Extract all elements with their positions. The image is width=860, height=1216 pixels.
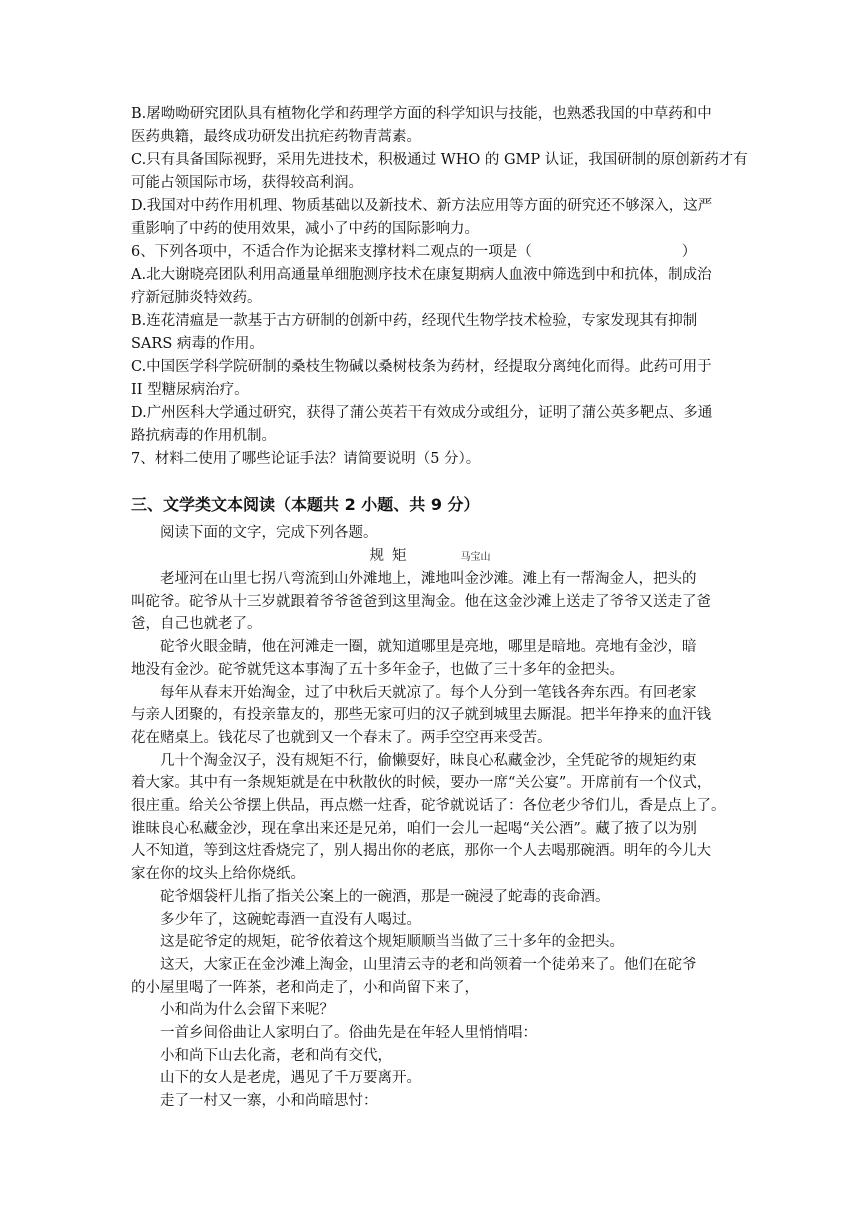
section3-heading: 三、文学类文本阅读（本题共 2 小题、共 9 分）: [131, 495, 480, 514]
section3-instruction: 阅读下面的文字，完成下列各题。: [160, 525, 378, 541]
story-author: 马宝山: [460, 552, 491, 563]
story-line: 爸，自己也就老了。: [131, 616, 262, 633]
q6-option-c-line1: C.中国医学科学院研制的桑枝生物碱以桑树枝条为药材，经提取分离纯化而得。此药可用于: [131, 359, 712, 375]
q6-option-a-line1: A.北大谢晓亮团队利用高通量单细胞测序技术在康复期病人血液中筛选到中和抗体，制成治: [131, 267, 712, 283]
story-line: 谁昧良心私藏金沙，现在拿出来还是兄弟，咱们一会儿一起喝“关公酒”。藏了掖了以为别: [131, 820, 697, 837]
story-line: 人不知道，等到这炷香烧完了，别人揭出你的老底，那你一个人去喝那碗酒。明年的今儿大: [131, 843, 711, 860]
story-line: 地没有金沙。砣爷就凭这本事淘了五十多年金子，也做了三十多年的金把头。: [131, 661, 624, 678]
story-line: 的小屋里喝了一阵茶，老和尚走了，小和尚留下来了，: [131, 979, 479, 996]
q5-option-c-line2: 可能占领国际市场，获得较高利润。: [131, 175, 363, 191]
story-line: 叫砣爷。砣爷从十三岁就跟着爷爷爸爸到这里淘金。他在这金沙滩上送走了爷爷又送走了爸: [131, 593, 711, 610]
q5-option-d-line1: D.我国对中药作用机理、物质基础以及新技术、新方法应用等方面的研究还不够深入，这严: [131, 198, 713, 214]
q6-stem: [131, 241, 731, 263]
story-line: 老垭河在山里七拐八弯流到山外滩地上，滩地叫金沙滩。滩上有一帮淘金人，把头的: [160, 571, 697, 587]
story-line: 着大家。其中有一条规矩就是在中秋散伙的时候，要办一席“关公宴”。开席前有一个仪式，: [131, 775, 712, 792]
q6-option-b-line1: B.连花清瘟是一款基于古方研制的创新中药，经现代生物学技术检验，专家发现其有抑制: [131, 313, 698, 329]
q5-option-b-line1: B.屠呦呦研究团队具有植物化学和药理学方面的科学知识与技能，也熟悉我国的中草药和中: [131, 106, 712, 122]
q6-option-d-line2: 路抗病毒的作用机制。: [131, 428, 276, 444]
q5-option-b-line2: 医药典籍，最终成功研发出抗疟药物青蒿素。: [131, 129, 421, 145]
story-line: 山下的女人是老虎，遇见了千万要离开。: [160, 1070, 421, 1087]
q6-stem-end: ）: [681, 244, 697, 260]
story-line: 花在赌桌上。钱花尽了也就到又一个春末了。两手空空再来受苦。: [131, 729, 552, 746]
q6-option-a-line2: 疗新冠肺炎特效药。: [131, 290, 262, 306]
story-line: 小和尚下山去化斋，老和尚有交代，: [160, 1047, 392, 1064]
story-line: 每年从春末开始淘金，过了中秋后天就凉了。每个人分到一笔钱各奔东西。有回老家: [160, 684, 697, 701]
story-line: 走了一村又一寨，小和尚暗思忖：: [160, 1093, 378, 1110]
q5-option-c-line1: C.只有具备国际视野，采用先进技术，积极通过 WHO 的 GMP 认证，我国研制的原创新药才有: [131, 152, 748, 168]
q6-option-b-line2: SARS 病毒的作用。: [131, 336, 264, 352]
story-line: 与亲人团聚的，有投亲靠友的，那些无家可归的汉子就到城里去厮混。把半年挣来的血汗钱: [131, 707, 711, 724]
story-line: 这是砣爷定的规矩，砣爷依着这个规矩顺顺当当做了三十多年的金把头。: [160, 934, 624, 951]
story-line: 这天，大家正在金沙滩上淘金，山里清云寺的老和尚领着一个徒弟来了。他们在砣爷: [160, 956, 697, 973]
q6-stem-text: 6、下列各项中，不适合作为论据来支撑材料二观点的一项是（: [131, 244, 532, 260]
story-line: 多少年了，这碗蛇毒酒一直没有人喝过。: [160, 911, 421, 928]
story-line: 一首乡间俗曲让人家明白了。俗曲先是在年轻人里悄悄唱：: [160, 1025, 537, 1041]
story-line: 家在你的坟头上给你烧纸。: [131, 866, 305, 883]
q6-option-d-line1: D.广州医科大学通过研究，获得了蒲公英若干有效成分或组分，证明了蒲公英多靶点、多通: [131, 405, 713, 421]
story-line: 几十个淘金汉子，没有规矩不行，偷懒耍好，昧良心私藏金沙，全凭砣爷的规矩约束: [160, 752, 697, 769]
q5-option-d-line2: 重影响了中药的使用效果，减小了中药的国际影响力。: [131, 221, 479, 237]
story-line: 砣爷烟袋杆儿指了指关公案上的一碗酒，那是一碗浸了蛇毒的丧命酒。: [160, 888, 610, 905]
story-title: 规矩: [369, 548, 415, 564]
story-line: 砣爷火眼金睛，他在河滩走一圈，就知道哪里是亮地，哪里是暗地。亮地有金沙，暗: [160, 639, 697, 656]
story-line: 很庄重。给关公爷摆上供品，再点燃一炷香，砣爷就说话了：各位老少爷们儿，香是点上了。: [131, 798, 726, 814]
story-title-row: [0, 545, 860, 569]
q7-question: 7、材料二使用了哪些论证手法？请简要说明（5 分）。: [131, 451, 481, 467]
q6-option-c-line2: II 型糖尿病治疗。: [131, 382, 249, 398]
story-line: 小和尚为什么会留下来呢？: [160, 1002, 334, 1019]
